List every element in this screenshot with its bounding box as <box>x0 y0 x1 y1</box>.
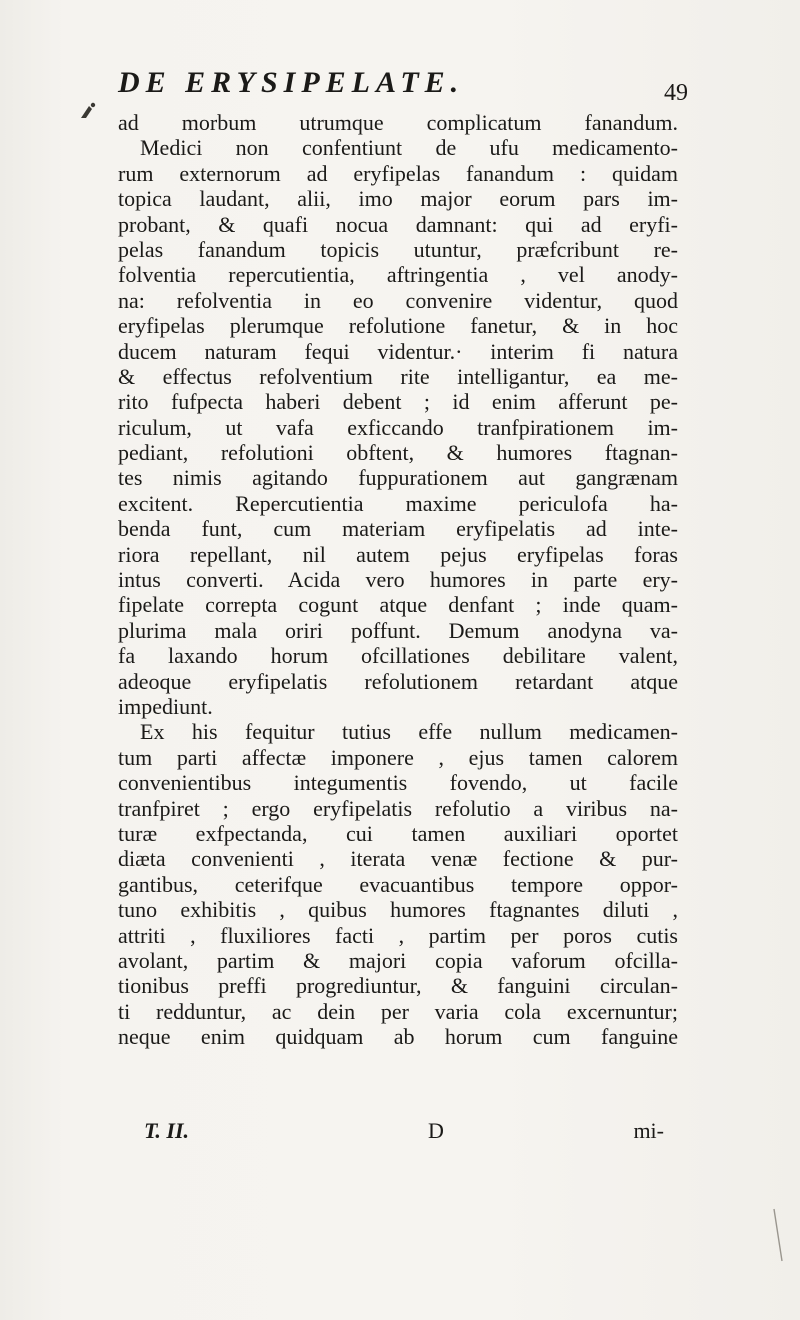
text-line: ti redduntur, ac dein per varia cola excernuntur; <box>118 998 678 1024</box>
text-line: probant, & quafi nocua damnant: qui ad eryfi- <box>118 211 678 237</box>
text-line: diæta convenienti , iterata venæ fectione & pur- <box>118 846 678 872</box>
text-line: neque enim quidquam ab horum cum fanguine <box>118 1024 678 1050</box>
signature-mark-volume: T. II. <box>144 1118 190 1143</box>
text-line: tionibus preffi progrediuntur, & fanguini circulan- <box>118 973 678 999</box>
text-line: & effectus refolventium rite intelligantur, ea me- <box>118 363 678 389</box>
printer-ornament-icon <box>78 100 100 122</box>
text-line: topica laudant, alii, imo major eorum pars im- <box>118 186 678 212</box>
text-line: gantibus, ceterifque evacuantibus tempore oppor- <box>118 871 678 897</box>
page-number: 49 <box>664 80 688 106</box>
text-line: convenientibus integumentis fovendo, ut facile <box>118 770 678 796</box>
text-line: rum externorum ad eryfipelas fanandum : quidam <box>118 160 678 186</box>
text-line: pelas fanandum topicis utuntur, præfcribunt re- <box>118 236 678 262</box>
text-line: ad morbum utrumque complicatum fanandum. <box>118 110 678 135</box>
signature-mark-gathering: D <box>428 1118 444 1143</box>
text-line: avolant, partim & majori copia vaforum ofcilla- <box>118 947 678 973</box>
page-footer <box>118 1118 678 1144</box>
text-line: intus converti. Acida vero humores in parte ery- <box>118 567 678 593</box>
text-line: ducem naturam fequi videntur.· interim fi natura <box>118 338 678 364</box>
text-line: riora repellant, nil autem pejus eryfipelas foras <box>118 541 678 567</box>
body-text <box>118 110 678 1049</box>
text-line: eryfipelas plerumque refolutione fanetur, & in hoc <box>118 313 678 339</box>
text-line: fipelate correpta cogunt atque denfant ; inde quam- <box>118 592 678 618</box>
text-line: tranfpiret ; ergo eryfipelatis refolutio a viribus na- <box>118 795 678 821</box>
running-head <box>118 66 678 100</box>
text-line: fa laxando horum ofcillationes debilitare valent, <box>118 643 678 669</box>
text-line: benda funt, cum materiam eryfipelatis ad inte- <box>118 516 678 542</box>
text-line: tuno exhibitis , quibus humores ftagnantes diluti , <box>118 897 678 923</box>
text-line: folventia repercutientia, aftringentia , vel anody- <box>118 262 678 288</box>
text-line: na: refolventia in eo convenire videntur, quod <box>118 287 678 313</box>
text-line: adeoque eryfipelatis refolutionem retardant atque <box>118 668 678 694</box>
text-line: impediunt. <box>118 693 213 719</box>
text-line: tum parti affectæ imponere , ejus tamen calorem <box>118 744 678 770</box>
text-line: excitent. Repercutientia maxime periculofa ha- <box>118 490 678 516</box>
text-line: turæ exfpectanda, cui tamen auxiliari oportet <box>118 820 678 846</box>
text-line: Ex his fequitur tutius effe nullum medicamen- <box>140 719 678 745</box>
text-line: rito fufpecta haberi debent ; id enim afferunt pe- <box>118 389 678 415</box>
text-line: Medici non confentiunt de ufu medicamento- <box>140 135 678 161</box>
text-line: riculum, ut vafa exficcando tranfpirationem im- <box>118 414 678 440</box>
text-line: tes nimis agitando fuppurationem aut gangrænam <box>118 465 678 491</box>
text-line: plurima mala oriri poffunt. Demum anodyna va- <box>118 617 678 643</box>
text-line: attriti , fluxiliores facti , partim per poros cutis <box>118 922 678 948</box>
page-edge-mark-icon <box>770 1205 790 1265</box>
running-title: DE ERYSIPELATE. <box>118 66 465 99</box>
catchword: mi- <box>633 1118 664 1143</box>
text-line: pediant, refolutioni obftent, & humores ftagnan- <box>118 440 678 466</box>
